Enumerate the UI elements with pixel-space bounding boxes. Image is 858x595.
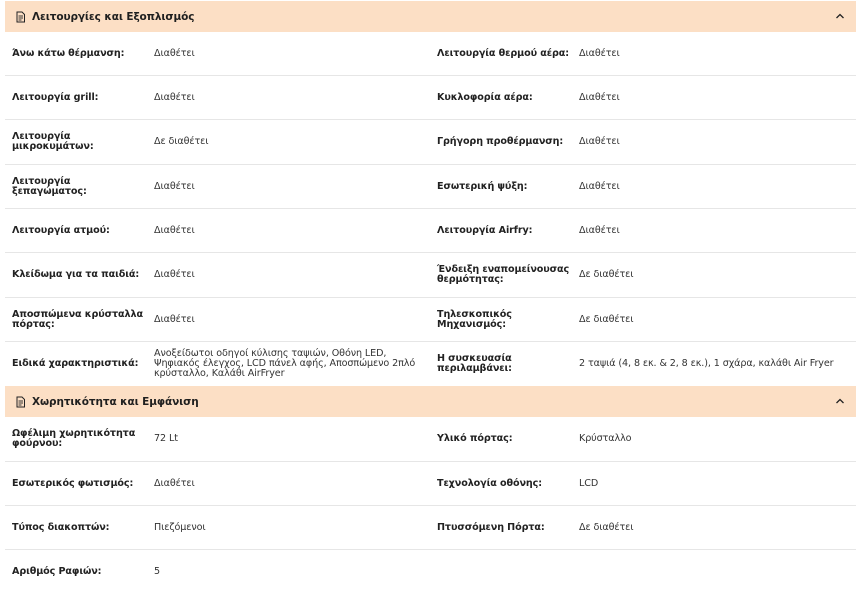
chevron-up-icon[interactable]	[834, 10, 846, 22]
spec-label: Αποσπώμενα κρύσταλλα πόρτας:	[12, 308, 143, 330]
spec-label: Πτυσσόμενη Πόρτα:	[437, 521, 545, 533]
spec-value: Διαθέτει	[579, 91, 620, 103]
document-icon	[15, 396, 26, 408]
spec-row	[5, 462, 856, 506]
spec-label: Κυκλοφορία αέρα:	[437, 91, 533, 103]
spec-value: Διαθέτει	[154, 313, 195, 325]
spec-row	[5, 32, 856, 76]
spec-value: LCD	[579, 477, 599, 489]
spec-value: Διαθέτει	[154, 91, 195, 103]
spec-row	[5, 165, 856, 209]
chevron-up-icon[interactable]	[834, 395, 846, 407]
spec-value: Ανοξείδωτοι οδηγοί κύλισης ταψιών, Οθόνη LED, Ψηφιακός έλεγχος, LCD πάνελ αφής, Αποσπώμενο 2πλό κρύσταλλο, Καλάθι AirFryer	[154, 348, 416, 379]
spec-value: Διαθέτει	[154, 477, 195, 489]
spec-label: Λειτουργία θερμού αέρα:	[437, 47, 569, 59]
section-title: Λειτουργίες και Εξοπλισμός	[32, 10, 195, 23]
spec-label: Αριθμός Ραφιών:	[12, 566, 102, 577]
spec-label: Γρήγορη προθέρμανση:	[437, 136, 564, 147]
spec-value: Διαθέτει	[154, 47, 195, 59]
spec-value: Διαθέτει	[579, 47, 620, 59]
spec-value: Δε διαθέτει	[154, 136, 209, 147]
spec-label: Άνω κάτω θέρμανση:	[12, 47, 125, 59]
document-icon	[15, 11, 26, 23]
spec-row	[5, 417, 856, 462]
spec-value: Διαθέτει	[154, 180, 195, 192]
specs-panel	[0, 1, 858, 595]
spec-label: Ωφέλιμη χωρητικότητα φούρνου:	[12, 428, 136, 449]
spec-label: Κλείδωμα για τα παιδιά:	[12, 269, 140, 280]
spec-label: Λειτουργία ατμού:	[12, 224, 110, 236]
spec-value: Διαθέτει	[154, 269, 195, 280]
spec-label: Τύπος διακοπτών:	[12, 521, 110, 533]
spec-value: Δε διαθέτει	[579, 269, 634, 280]
spec-row	[5, 253, 856, 298]
spec-label: Λειτουργία ξεπαγώματος:	[12, 175, 87, 197]
spec-row	[5, 298, 856, 342]
spec-value: Διαθέτει	[579, 224, 620, 236]
spec-value: Διαθέτει	[154, 224, 195, 236]
spec-label: Ένδειξη εναπομείνουσας θερμότητας:	[437, 264, 570, 285]
spec-value: Κρύσταλλο	[579, 433, 632, 444]
spec-row	[5, 209, 856, 253]
spec-row	[5, 550, 856, 594]
spec-row	[5, 342, 856, 386]
section-header-capacity[interactable]	[5, 386, 856, 417]
spec-label: Τεχνολογία οθόνης:	[437, 477, 542, 489]
spec-value: 5	[154, 566, 161, 577]
spec-label: Ειδικά χαρακτηριστικά:	[12, 358, 139, 369]
spec-label: Εσωτερική ψύξη:	[437, 180, 528, 192]
spec-label: Εσωτερικός φωτισμός:	[12, 477, 134, 489]
spec-value: 72 Lt	[154, 433, 178, 444]
spec-value: Πιεζόμενοι	[154, 521, 206, 533]
spec-value: Διαθέτει	[579, 180, 620, 192]
spec-value: Δε διαθέτει	[579, 521, 634, 533]
spec-row	[5, 76, 856, 120]
spec-label: Η συσκευασία περιλαμβάνει:	[437, 353, 512, 374]
spec-row	[5, 120, 856, 165]
spec-label: Τηλεσκοπικός Μηχανισμός:	[437, 308, 512, 330]
spec-row	[5, 506, 856, 550]
section-header-features[interactable]	[5, 1, 856, 32]
spec-label: Λειτουργία Airfry:	[437, 224, 533, 236]
section-title: Χωρητικότητα και Εμφάνιση	[32, 395, 199, 408]
spec-label: Λειτουργία grill:	[12, 91, 99, 103]
spec-label: Λειτουργία μικροκυμάτων:	[12, 131, 94, 152]
spec-value: Δε διαθέτει	[579, 313, 634, 325]
spec-value: Διαθέτει	[579, 136, 620, 147]
spec-label: Υλικό πόρτας:	[437, 433, 513, 444]
spec-value: 2 ταψιά (4, 8 εκ. & 2, 8 εκ.), 1 σχάρα, καλάθι Air Fryer	[579, 358, 834, 369]
